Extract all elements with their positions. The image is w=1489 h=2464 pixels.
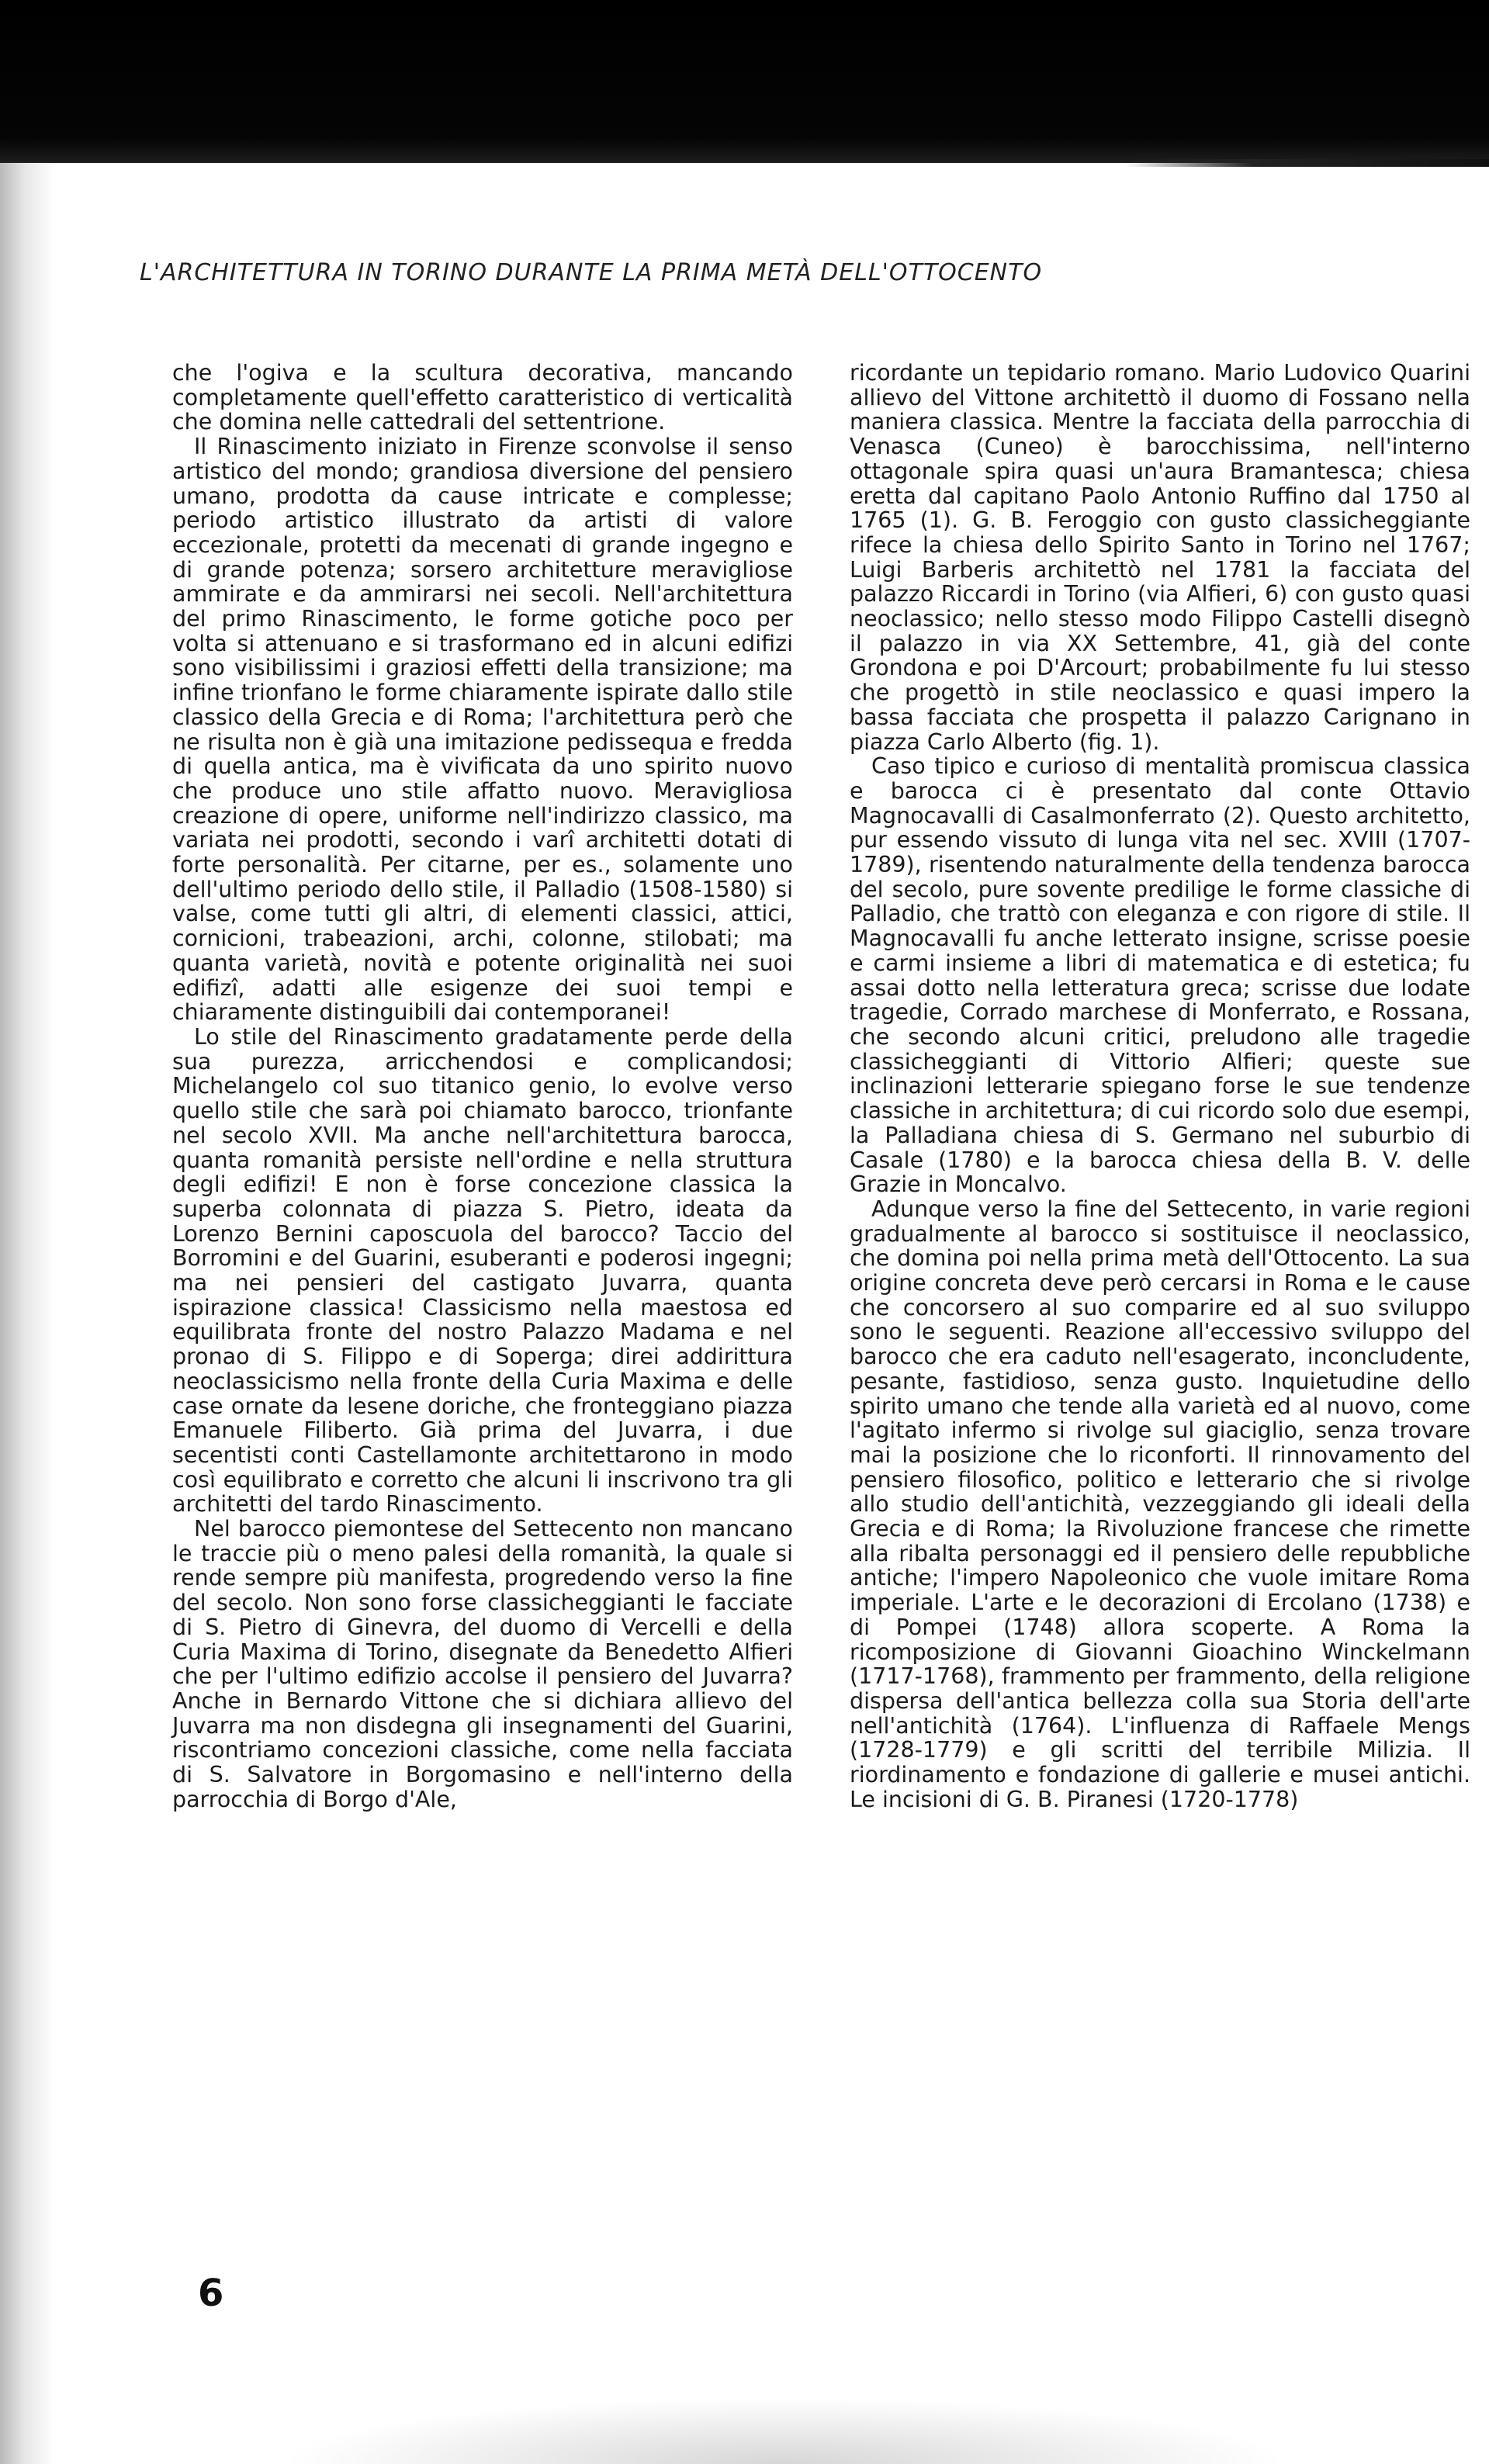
running-header: L'ARCHITETTURA IN TORINO DURANTE LA PRIMA METÀ DELL'OTTOCENTO bbox=[140, 259, 1043, 286]
scan-smudge bbox=[279, 2397, 1288, 2464]
paragraph: Il Rinascimento iniziato in Firenze sconvolse il senso artistico del mondo; grandiosa diversione del pensiero umano, prodotta da cause intricate e complesse; periodo artistico illustrato da artisti di valore eccezionale, protetti da mecenati di grande ingegno e di grande potenza; sorsero architetture meravigliose ammirate e da ammirarsi nei secoli. Nell'architettura del primo Rinascimento, le forme gotiche poco per volta si attenuano e si trasformano ed in alcuni edifizi sono visibilissimi i graziosi effetti della transizione; ma infine trionfano le forme chiaramente ispirate dallo stile classico della Grecia e di Roma; l'architettura però che ne risulta non è già una imitazione pedissequa e fredda di quella antica, ma è vivificata da uno spirito nuovo che produce uno stile affatto nuovo. Meravigliosa creazione di opere, uniforme nell'indirizzo classico, ma variata nei prodotti, secondo i varî architetti dotati di forte personalità. Per citarne, per es., solamente uno dell'ultimo periodo dello stile, il Palladio (1508-1580) si valse, come tutti gli altri, di elementi classici, attici, cornicioni, trabeazioni, archi, colonne, stilobati; ma quanta varietà, novità e potente originalità nei suoi edifizî, adatti alle esigenze dei suoi tempi e chiaramente distinguibili dai contemporanei! bbox=[172, 434, 793, 1026]
paragraph: Caso tipico e curioso di mentalità promiscua classica e barocca ci è presentato dal conte Ottavio Magnocavalli di Casalmonferrato (2). Questo architetto, pur essendo vissuto di lunga vita nel sec. XVIII (1707-1789), risentendo naturalmente della tendenza barocca del secolo, pure sovente predilige le forme classiche di Palladio, che trattò con eleganza e con rigore di stile. Il Magnocavalli fu anche letterato insigne, scrisse poesie e carmi insieme a libri di matematica e di estetica; fu assai dotto nella letteratura greca; scrisse due lodate tragedie, Corrado marchese di Monferrato, e Rossana, che secondo alcuni critici, preludono alle tragedie classicheggianti di Vittorio Alfieri; queste sue inclinazioni letterarie spiegano forse le sue tendenze classiche in architettura; di cui ricordo solo due esempi, la Palladiana chiesa di S. Germano nel suburbio di Casale (1780) e la barocca chiesa della B. V. delle Grazie in Moncalvo. bbox=[850, 753, 1470, 1198]
page-number: 6 bbox=[198, 2272, 224, 2315]
paragraph: che l'ogiva e la scultura decorativa, mancando completamente quell'effetto caratteristico di verticalità che domina nelle cattedrali del settentrione. bbox=[172, 360, 793, 435]
paragraph: Adunque verso la fine del Settecento, in varie regioni gradualmente al barocco si sostituisce il neoclassico, che domina poi nella prima metà dell'Ottocento. La sua origine concreta deve però cercarsi in Roma e le cause che concorsero al suo comparire ed al suo sviluppo sono le seguenti. Reazione all'eccessivo sviluppo del barocco che era caduto nell'esagerato, inconcludente, pesante, fastidioso, senza gusto. Inquietudine dello spirito umano che tende alla varietà ed al nuovo, come l'agitato infermo si rivolge sul giaciglio, senza trovare mai la posizione che lo riconforti. Il rinnovamento del pensiero filosofico, politico e letterario che si rivolge allo studio dell'antichità, vezzeggiando gli ideali della Grecia e di Roma; la Rivoluzione francese che rimette alla ribalta personaggi ed il pensiero delle repubbliche antiche; l'impero Napoleonico che vuole imitare Roma imperiale. L'arte e le decorazioni di Ercolano (1738) e di Pompei (1748) allora scoperte. A Roma la ricomposizione di Giovanni Gioachino Winckelmann (1717-1768), frammento per frammento, della religione dispersa dell'antica bellezza colla sua Storia dell'arte nell'antichità (1764). L'influenza di Raffaele Mengs (1728-1779) e gli scritti del terribile Milizia. Il riordinamento e fondazione di gallerie e musei antichi. Le incisioni di G. B. Piranesi (1720-1778) bbox=[850, 1196, 1470, 1812]
scan-dark-band bbox=[0, 0, 1489, 163]
paragraph: Nel barocco piemontese del Settecento non mancano le traccie più o meno palesi della romanità, la quale si rende sempre più manifesta, progredendo verso la fine del secolo. Non sono forse classicheggianti le facciate di S. Pietro di Ginevra, del duomo di Vercelli e della Curia Maxima di Torino, disegnate da Benedetto Alfieri che per l'ultimo edifizio accolse il pensiero del Juvarra? Anche in Bernardo Vittone che si dichiara allievo del Juvarra ma non disdegna gli insegnamenti del Guarini, riscontriamo concezioni classiche, come nella facciata di S. Salvatore in Borgomasino e nell'interno della parrocchia di Borgo d'Ale, bbox=[172, 1516, 793, 1812]
scan-band-edge bbox=[1125, 159, 1489, 167]
right-column bbox=[850, 361, 1470, 1812]
paragraph: ricordante un tepidario romano. Mario Ludovico Quarini allievo del Vittone architettò il duomo di Fossano nella maniera classica. Mentre la facciata della parrocchia di Venasca (Cuneo) è barocchissima, nell'interno ottagonale spira quasi un'aura Bramantesca; chiesa eretta dal capitano Paolo Antonio Ruffino dal 1750 al 1765 (1). G. B. Feroggio con gusto classicheggiante rifece la chiesa dello Spirito Santo in Torino nel 1767; Luigi Barberis architettò nel 1781 la facciata del palazzo Riccardi in Torino (via Alfieri, 6) con gusto quasi neoclassico; nello stesso modo Filippo Castelli disegnò il palazzo in via XX Settembre, 41, già del conte Grondona e poi D'Arcourt; probabilmente fu lui stesso che progettò in stile neoclassico e quasi impero la bassa facciata che prospetta il palazzo Carignano in piazza Carlo Alberto (fig. 1). bbox=[850, 360, 1470, 755]
left-column bbox=[172, 361, 793, 1812]
binding-shadow bbox=[0, 163, 54, 2464]
paragraph: Lo stile del Rinascimento gradatamente perde della sua purezza, arricchendosi e complicandosi; Michelangelo col suo titanico genio, lo evolve verso quello stile che sarà poi chiamato barocco, trionfante nel secolo XVII. Ma anche nell'architettura barocca, quanta romanità persiste nell'ordine e nella struttura degli edifizi! E non è forse concezione classica la superba colonnata di piazza S. Pietro, ideata da Lorenzo Bernini caposcuola del barocco? Taccio del Borromini e del Guarini, esuberanti e poderosi ingegni; ma nei pensieri del castigato Juvarra, quanta ispirazione classica! Classicismo nella maestosa ed equilibrata fronte del nostro Palazzo Madama e nel pronao di S. Filippo e di Soperga; direi addirittura neoclassicismo nella fronte della Curia Maxima e delle case ornate da lesene doriche, che fronteggiano piazza Emanuele Filiberto. Già prima del Juvarra, i due secentisti conti Castellamonte architettarono in modo così equilibrato e corretto che alcuni li inscrivono tra gli architetti del tardo Rinascimento. bbox=[172, 1023, 793, 1518]
